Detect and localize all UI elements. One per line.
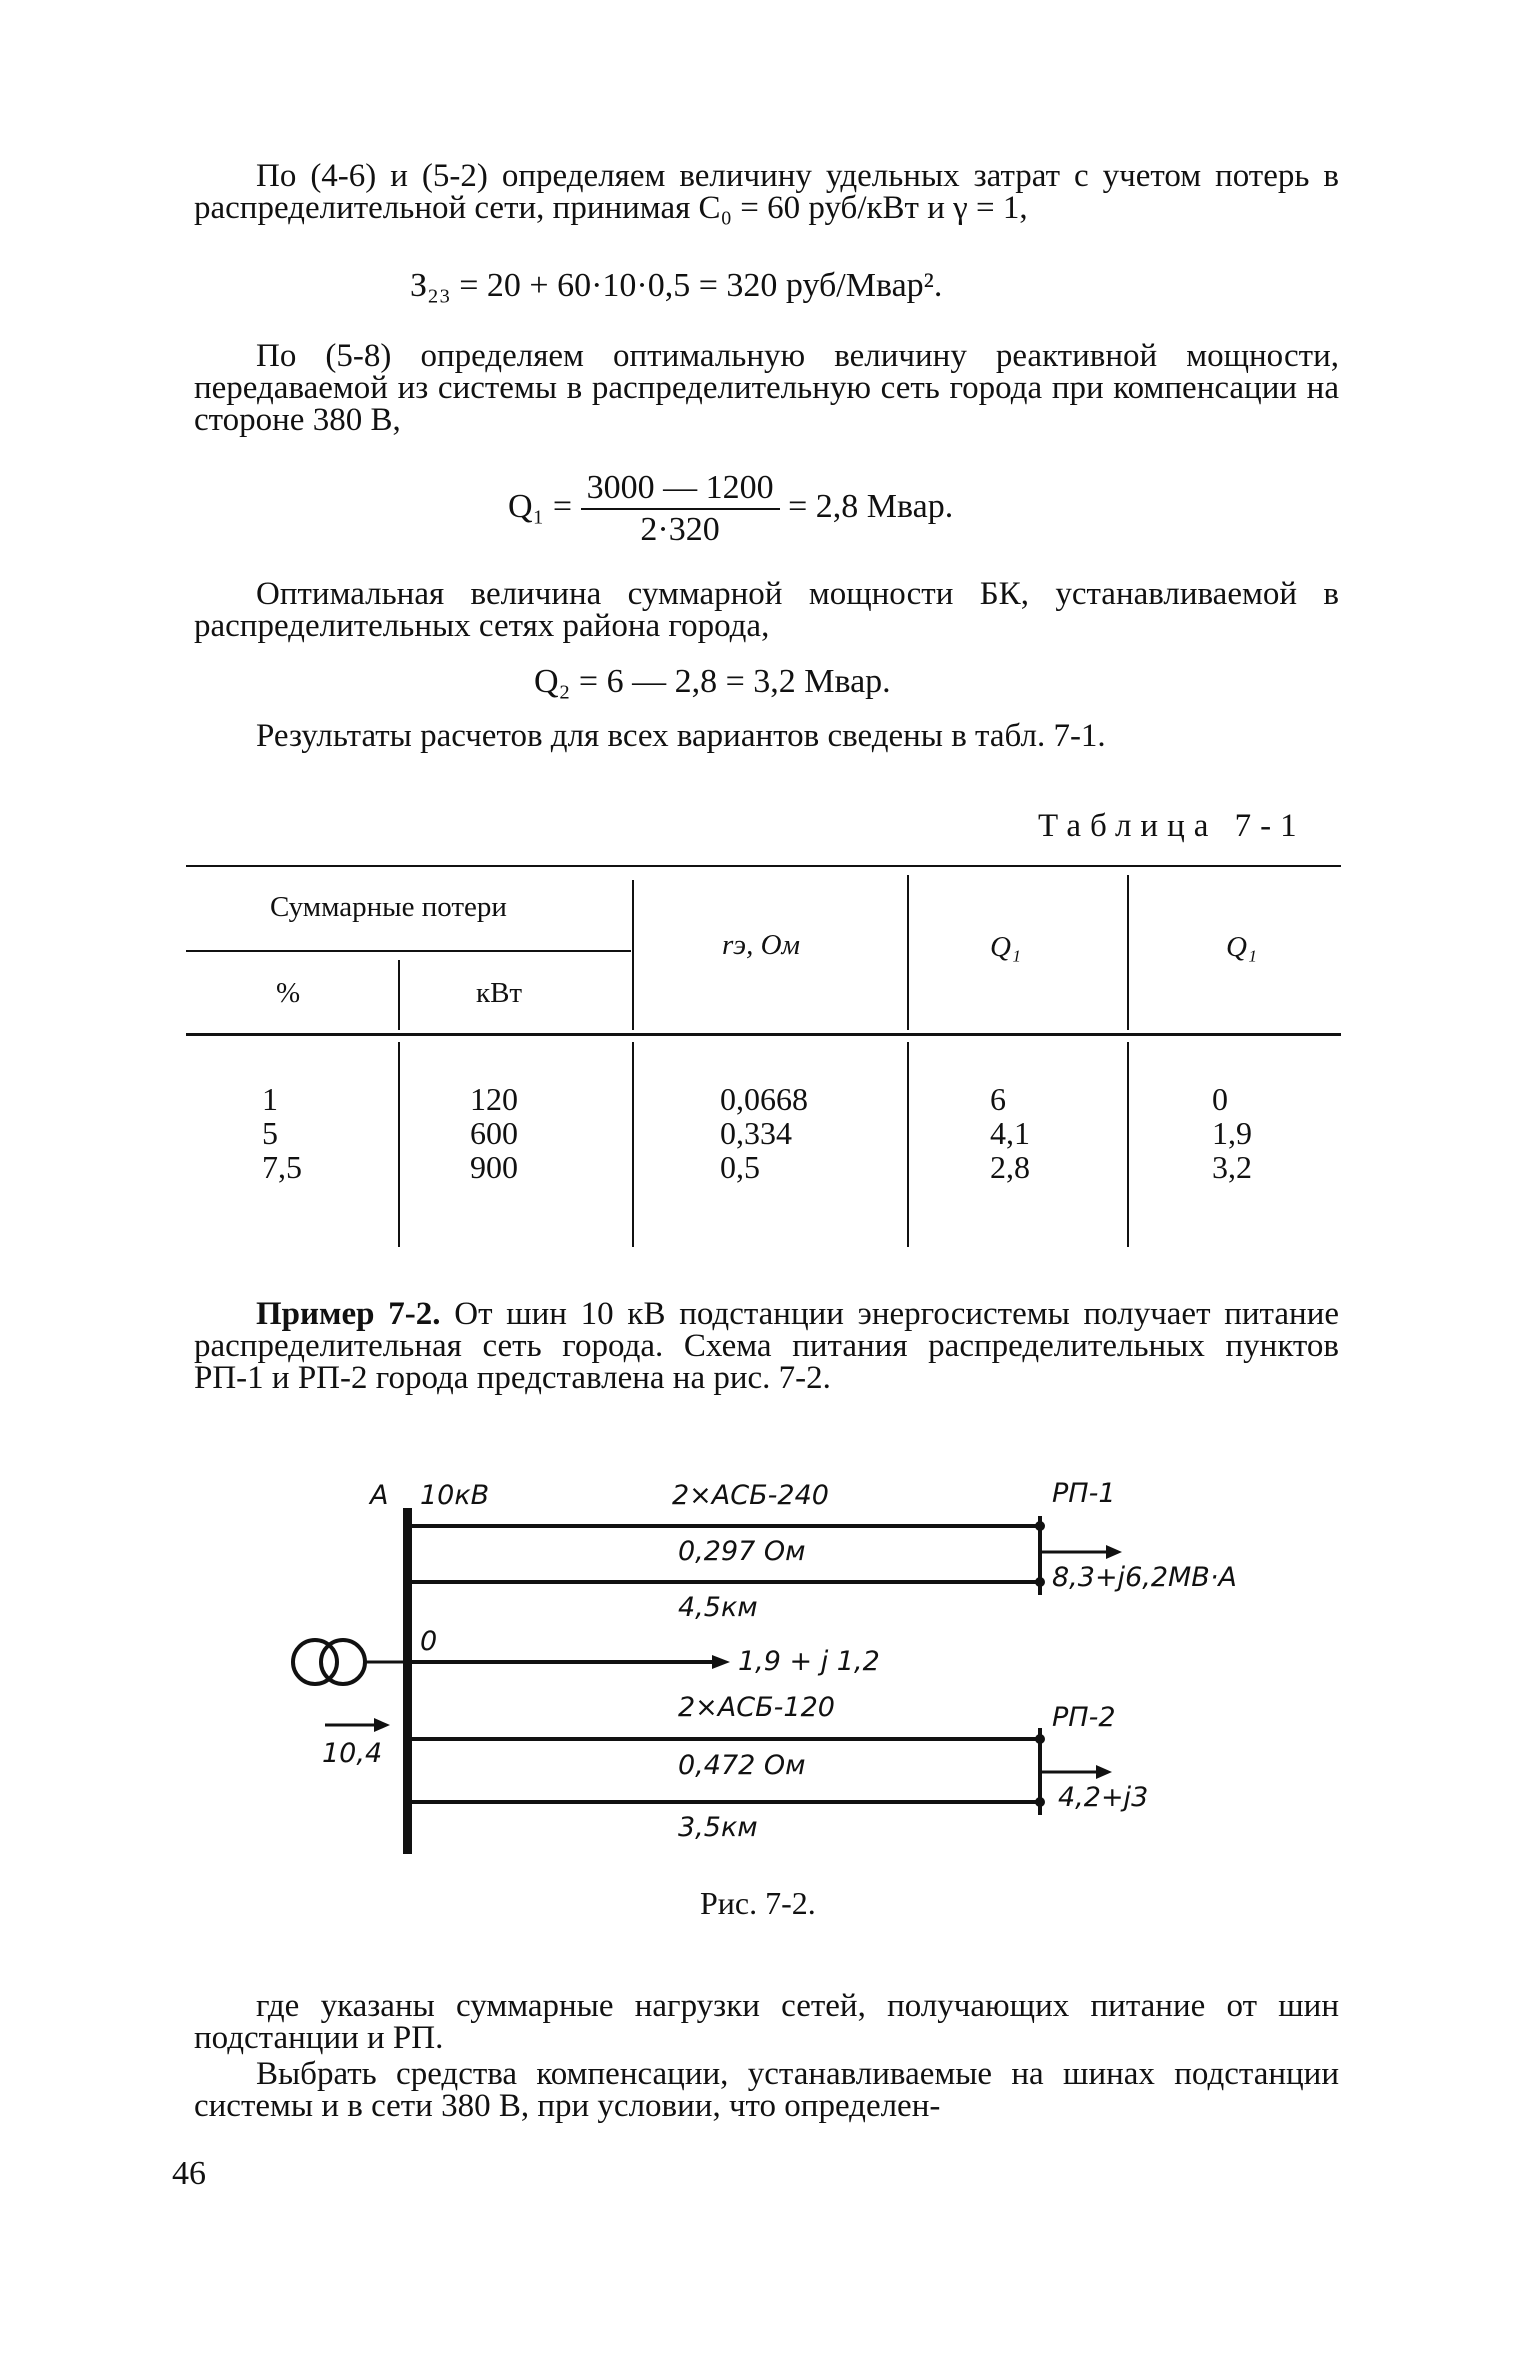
formula-q2: Q₂ = 6 — 2,8 = 3,2 Мвар.: [534, 663, 891, 700]
header-resistance: rэ, Ом: [722, 929, 801, 961]
supply-arrowhead: [374, 1718, 390, 1732]
feeder-0-arrowhead: [712, 1655, 730, 1669]
rp2-load-arrowhead: [1096, 1765, 1112, 1779]
rp1-node-lower: [1035, 1577, 1045, 1587]
rp1-load-label: 8,3+j6,2МВ·А: [1052, 1562, 1237, 1593]
paragraph-2: По (5-8) определяем оптимальную величину реактивной мощности, передаваемой из системы в распределительную сеть города при компенсации на стороне 380 В,: [194, 338, 1339, 438]
formula-specific-cost: З₂₃ = 20 + 60·10·0,5 = 320 руб/Мвар².: [410, 267, 943, 304]
formula-q1: [508, 470, 953, 548]
column-kw: 120 600 900: [470, 1081, 518, 1185]
header-q: Q₁: [990, 931, 1022, 963]
table-top-rule: [186, 865, 1341, 867]
formula-q1-lhs: Q₁ =: [508, 487, 573, 525]
column-q: 6 4,1 2,8: [990, 1081, 1030, 1185]
formula-q1-denominator: 2·320: [640, 511, 720, 548]
page-number: 46: [172, 2155, 206, 2192]
paragraph-6: где указаны суммарные нагрузки сетей, получающих питание от шин подстанции и РП.: [194, 1988, 1339, 2056]
rp2-load-label: 4,2+j3: [1058, 1782, 1149, 1813]
supply-label: 10,4: [322, 1738, 383, 1769]
line2-resistance-label: 0,472 Ом: [678, 1750, 806, 1781]
table-vline-1-head: [632, 880, 634, 1030]
column-resistance: 0,0668 0,334 0,5: [720, 1081, 808, 1185]
line1-length-label: 4,5км: [678, 1592, 758, 1623]
column-q2: 0 1,9 3,2: [1212, 1081, 1252, 1185]
line2-length-label: 3,5км: [678, 1812, 758, 1843]
paragraph-3: Оптимальная величина суммарной мощности БК, устанавливаемой в распределительных сетях района города,: [194, 576, 1339, 644]
line1-resistance-label: 0,297 Ом: [678, 1536, 806, 1567]
formula-q1-numerator: 3000 — 1200: [581, 470, 780, 510]
paragraph-5: [194, 1298, 1339, 1394]
rp2-node-lower: [1035, 1797, 1045, 1807]
table-header-rule: [186, 1033, 1341, 1036]
table-vline-3-body: [1127, 1042, 1129, 1247]
table-sub-rule: [186, 950, 631, 952]
rp1-load-arrowhead: [1106, 1545, 1122, 1559]
transformer-coil-left: [293, 1640, 337, 1684]
table-caption: Таблица 7-1: [1038, 808, 1306, 844]
example-label: Пример 7-2.: [256, 1296, 441, 1332]
rp1-label: РП-1: [1052, 1478, 1116, 1509]
feeder-0-load-label: 1,9 + j 1,2: [738, 1646, 880, 1677]
transformer-coil-right: [321, 1640, 365, 1684]
feeder-0-label: 0: [420, 1626, 438, 1657]
table-vline-1-body: [632, 1042, 634, 1247]
table-vline-sub-head: [398, 960, 400, 1030]
line2-cable-label: 2×АСБ-120: [678, 1692, 835, 1723]
header-kw: кВт: [476, 977, 523, 1009]
figure-7-2: [260, 1470, 1300, 1860]
line1-cable-label: 2×АСБ-240: [672, 1480, 829, 1511]
rp2-node-upper: [1035, 1734, 1045, 1744]
table-vline-sub-body: [398, 1042, 400, 1247]
paragraph-7: Выбрать средства компенсации, устанавливаемые на шинах подстанции системы и в сети 380 В, при условии, что определен-: [194, 2056, 1339, 2124]
figure-caption: Рис. 7-2.: [700, 1885, 816, 1921]
formula-q1-rhs: = 2,8 Мвар.: [788, 487, 954, 525]
column-percent: 1 5 7,5: [262, 1081, 302, 1185]
substation-bus: [403, 1508, 412, 1854]
header-q2: Q₁: [1226, 931, 1258, 963]
paragraph-4: Результаты расчетов для всех вариантов сведены в табл. 7-1.: [256, 718, 1106, 754]
formula-q1-fraction: [581, 470, 780, 548]
table-vline-2-body: [907, 1042, 909, 1247]
header-percent: %: [276, 977, 301, 1009]
voltage-label: 10кВ: [420, 1480, 490, 1511]
table-vline-2-head: [907, 875, 909, 1030]
table-vline-3-head: [1127, 875, 1129, 1030]
bus-label: А: [370, 1480, 389, 1511]
header-total-losses: Суммарные потери: [270, 891, 507, 923]
example-text: От шин 10 кВ подстанции энергосистемы получает питание распределительная сеть города. Схема питания распределительных пунктов РП-1 и РП-2 города представлена на рис. 7-2.: [194, 1296, 1339, 1396]
paragraph-1: По (4-6) и (5-2) определяем величину удельных затрат с учетом потерь в распределительной сети, принимая C₀ = 60 руб/кВт и γ = 1,: [194, 158, 1339, 226]
rp1-node-upper: [1035, 1521, 1045, 1531]
rp2-label: РП-2: [1052, 1702, 1116, 1733]
